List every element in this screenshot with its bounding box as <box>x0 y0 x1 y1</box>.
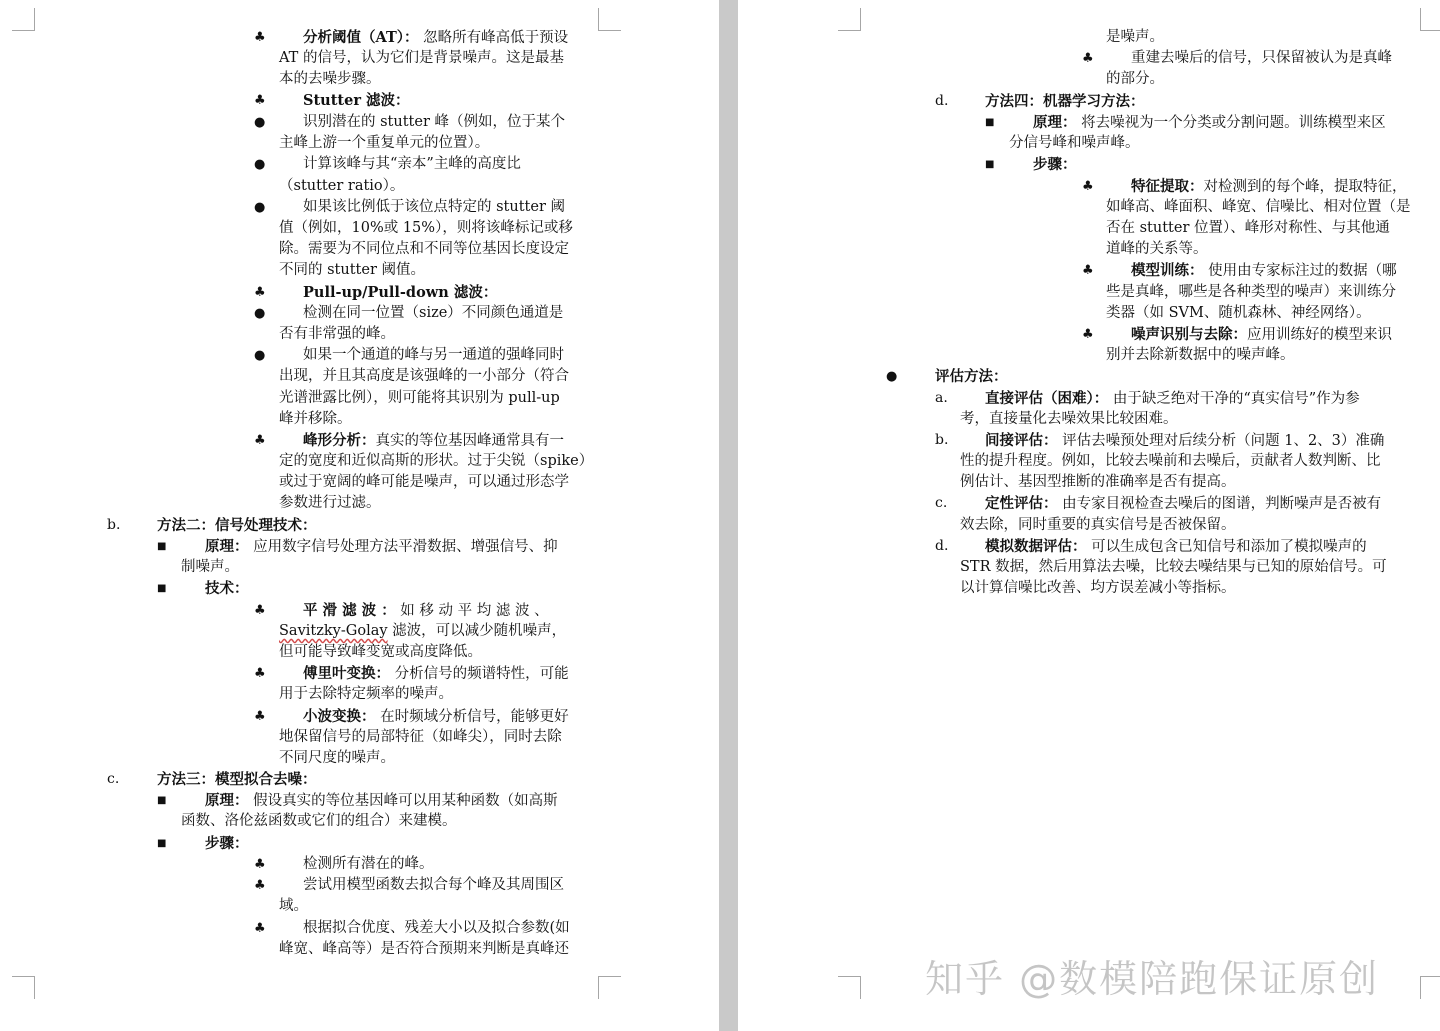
text-line: 如果该比例低于该位点特定的 stutter 阈 <box>303 199 565 215</box>
bold-term: 原理： <box>1033 114 1077 131</box>
text-line <box>960 493 1381 515</box>
crop-mark <box>1420 976 1440 999</box>
text-line: 峰宽、峰高等）是否符合预期来判断是真峰还 <box>279 941 569 957</box>
text-run: 可以生成包含已知信号和添加了模拟噪声的 <box>1086 539 1367 555</box>
text-line <box>205 536 558 558</box>
text-line: 检测在同一位置（size）不同颜色通道是 <box>303 305 564 321</box>
text-line: 函数、洛伦兹函数或它们的组合）来建模。 <box>181 813 457 829</box>
crop-mark <box>838 976 861 999</box>
list-marker: d. <box>935 93 949 109</box>
club-bullet-icon: ♣ <box>254 921 266 936</box>
text-run: 在时频域分析信号，能够更好 <box>375 709 569 725</box>
text-line: STR 数据，然后用算法去噪，比较去噪结果与已知的原始信号。可 <box>960 559 1387 575</box>
text-line: 如峰高、峰面积、峰宽、信噪比、相对位置（是 <box>1106 199 1411 215</box>
square-bullet-icon: ■ <box>157 583 167 594</box>
club-bullet-icon: ♣ <box>254 603 266 618</box>
text-run: 如 移 动 平 均 滤 波 、 <box>395 603 549 619</box>
text-line: 识别潜在的 stutter 峰（例如，位于某个 <box>303 114 565 130</box>
text-line: 主峰上游一个重复单元的位置）。 <box>279 135 490 151</box>
text-line: 分信号峰和噪声峰。 <box>1009 135 1140 151</box>
bold-term: 直接评估（困难）： <box>985 390 1109 407</box>
bold-term: 定性评估： <box>985 495 1058 512</box>
club-bullet-icon: ♣ <box>254 878 266 893</box>
text-line: 别并去除新数据中的噪声峰。 <box>1106 347 1295 363</box>
text-line <box>1131 260 1397 282</box>
text-line <box>960 430 1384 452</box>
section-heading: 方法二：信号处理技术： <box>157 517 317 534</box>
bold-term: 平 滑 滤 波 ： <box>303 602 396 619</box>
document-page-right <box>738 0 1440 1031</box>
text-line <box>1131 176 1407 198</box>
club-bullet-icon: ♣ <box>254 857 266 872</box>
bold-term: 原理： <box>205 792 249 809</box>
square-bullet-icon: ■ <box>985 117 995 128</box>
club-bullet-icon: ♣ <box>1082 51 1094 66</box>
text-line: 计算该峰与其“亲本”主峰的高度比 <box>303 156 521 172</box>
bold-term: 模型训练： <box>1131 262 1204 279</box>
text-line: 道峰的关系等。 <box>1106 241 1208 257</box>
bold-term: 分析阈值（AT）： <box>303 29 419 46</box>
text-line: 例估计、基因型推断的准确率是否有提高。 <box>960 474 1236 490</box>
bold-term: 小波变换： <box>303 708 376 725</box>
text-line <box>985 388 1360 410</box>
bold-term: 峰形分析： <box>303 432 376 449</box>
text-line <box>960 536 1367 558</box>
square-bullet-icon: ■ <box>157 795 167 806</box>
text-line: 根据拟合优度、残差大小以及拟合参数(如 <box>303 920 570 936</box>
subheading: 步骤： <box>205 835 249 852</box>
watermark: 知乎 @数模陪跑保证原创 <box>925 957 1380 1001</box>
crop-mark <box>598 976 621 999</box>
dot-bullet-icon: ● <box>886 369 898 384</box>
text-line: 重建去噪后的信号，只保留被认为是真峰 <box>1131 50 1392 66</box>
text-line: 值（例如，10%或 15%），则将该峰标记或移 <box>279 220 573 236</box>
text-line <box>205 790 558 812</box>
list-marker: c. <box>107 771 120 787</box>
text-run: 真实的等位基因峰通常具有一 <box>375 433 564 449</box>
subheading: 步骤： <box>1033 156 1077 173</box>
bold-term: 噪声识别与去除： <box>1131 326 1247 343</box>
text-line <box>303 706 569 728</box>
bold-term: 特征提取： <box>1131 178 1204 195</box>
section-heading: 方法四：机器学习方法： <box>985 93 1145 110</box>
text-line: 出现，并且其高度是该强峰的一小部分（符合 <box>279 368 569 384</box>
text-line: 不同尺度的噪声。 <box>279 750 395 766</box>
text-line: （stutter ratio）。 <box>279 178 405 194</box>
text-line: AT 的信号，认为它们是背景噪声。这是最基 <box>279 50 564 66</box>
section-heading: 方法三：模型拟合去噪： <box>157 771 317 788</box>
dot-bullet-icon: ● <box>254 115 266 130</box>
subheading: 技术： <box>205 580 249 597</box>
text-run: 评估去噪预处理对后续分析（问题 1、2、3）准确 <box>1057 433 1385 449</box>
spellcheck-underlined-word: Savitzky-Golay <box>279 623 388 639</box>
club-bullet-icon: ♣ <box>254 433 266 448</box>
crop-mark <box>12 8 35 31</box>
text-line: 些是真峰，哪些是各种类型的噪声）来训练分 <box>1106 284 1396 300</box>
section-heading: 评估方法： <box>935 368 1008 385</box>
dot-bullet-icon: ● <box>254 306 266 321</box>
text-line: 检测所有潜在的峰。 <box>303 856 434 872</box>
subheading: Stutter 滤波： <box>303 92 410 109</box>
list-marker: b. <box>935 432 949 448</box>
text-run: 忽略所有峰高低于预设 <box>418 30 569 46</box>
club-bullet-icon: ♣ <box>1082 327 1094 342</box>
text-line <box>1033 112 1386 134</box>
text-run: 对检测到的每个峰，提取特征， <box>1203 179 1407 195</box>
crop-mark <box>12 976 35 999</box>
square-bullet-icon: ■ <box>157 541 167 552</box>
text-line: 用于去除特定频率的噪声。 <box>279 686 453 702</box>
text-line: 考，直接量化去噪效果比较困难。 <box>960 411 1178 427</box>
document-page-left <box>0 0 719 1031</box>
bold-term: 模拟数据评估： <box>985 538 1087 555</box>
bold-term: 原理： <box>205 538 249 555</box>
club-bullet-icon: ♣ <box>254 709 266 724</box>
club-bullet-icon: ♣ <box>254 93 266 108</box>
list-marker: a. <box>935 390 948 406</box>
text-line: 本的去噪步骤。 <box>279 71 381 87</box>
square-bullet-icon: ■ <box>985 159 995 170</box>
text-line: 参数进行过滤。 <box>279 495 381 511</box>
dot-bullet-icon: ● <box>254 348 266 363</box>
text-line: 制噪声。 <box>181 559 239 575</box>
text-run: 假设真实的等位基因峰可以用某种函数（如高斯 <box>248 793 558 809</box>
text-line: 否有非常强的峰。 <box>279 326 395 342</box>
bold-term: 傅里叶变换： <box>303 665 390 682</box>
text-line: 定的宽度和近似高斯的形状。过于尖锐（spike） <box>279 453 594 469</box>
text-line: 的部分。 <box>1106 71 1164 87</box>
text-line: 除。需要为不同位点和不同等位基因长度设定 <box>279 241 569 257</box>
text-line: 否在 stutter 位置）、峰形对称性、与其他通 <box>1106 220 1390 236</box>
club-bullet-icon: ♣ <box>254 666 266 681</box>
square-bullet-icon: ■ <box>157 838 167 849</box>
club-bullet-icon: ♣ <box>254 285 266 300</box>
subheading: Pull-up/Pull-down 滤波： <box>303 284 498 301</box>
text-line: 域。 <box>279 898 308 914</box>
text-run: 由于缺乏绝对干净的“真实信号”作为参 <box>1108 391 1360 407</box>
text-line <box>303 663 569 685</box>
text-line: 尝试用模型函数去拟合每个峰及其周围区 <box>303 877 564 893</box>
text-line <box>1131 324 1392 346</box>
club-bullet-icon: ♣ <box>1082 263 1094 278</box>
club-bullet-icon: ♣ <box>254 30 266 45</box>
text-line: 或过于宽阔的峰可能是噪声，可以通过形态学 <box>279 474 569 490</box>
text-line <box>303 430 564 452</box>
text-line: 不同的 stutter 阈值。 <box>279 262 425 278</box>
text-line <box>303 27 568 49</box>
text-line: 但可能导致峰变宽或高度降低。 <box>279 644 482 660</box>
crop-mark <box>598 8 621 31</box>
text-line <box>303 600 549 622</box>
text-line: 类器（如 SVM、随机森林、神经网络）。 <box>1106 305 1371 321</box>
club-bullet-icon: ♣ <box>1082 179 1094 194</box>
text-run: 滤波，可以减少随机噪声， <box>387 623 567 639</box>
text-run: 使用由专家标注过的数据（哪 <box>1203 263 1397 279</box>
bold-term: 间接评估： <box>985 432 1058 449</box>
text-run: 应用训练好的模型来识 <box>1247 327 1392 343</box>
text-line: 效去除，同时重要的真实信号是否被保留。 <box>960 517 1236 533</box>
list-marker: d. <box>935 538 949 554</box>
text-run: 由专家目视检查去噪后的图谱，判断噪声是否被有 <box>1057 496 1382 512</box>
text-line: 地保留信号的局部特征（如峰尖），同时去除 <box>279 729 562 745</box>
text-line: 性的提升程度。例如，比较去噪前和去噪后，贡献者人数判断、比 <box>960 453 1381 469</box>
text-line: 峰并移除。 <box>279 411 352 427</box>
list-marker: c. <box>935 495 948 511</box>
text-line <box>279 621 566 642</box>
text-line: 如果一个通道的峰与另一通道的强峰同时 <box>303 347 564 363</box>
crop-mark <box>838 8 861 31</box>
text-line: 以计算信噪比改善、均方误差减小等指标。 <box>960 580 1236 596</box>
text-line: 是噪声。 <box>1106 29 1164 45</box>
text-run: 应用数字信号处理方法平滑数据、增强信号、抑 <box>248 539 558 555</box>
dot-bullet-icon: ● <box>254 157 266 172</box>
crop-mark <box>1420 8 1440 31</box>
list-marker: b. <box>107 517 121 533</box>
text-run: 分析信号的频谱特性，可能 <box>390 666 569 682</box>
text-line: 光谱泄露比例），则可能将其识别为 pull-up <box>279 390 560 406</box>
text-run: 将去噪视为一个分类或分割问题。训练模型来区 <box>1076 115 1386 131</box>
dot-bullet-icon: ● <box>254 200 266 215</box>
